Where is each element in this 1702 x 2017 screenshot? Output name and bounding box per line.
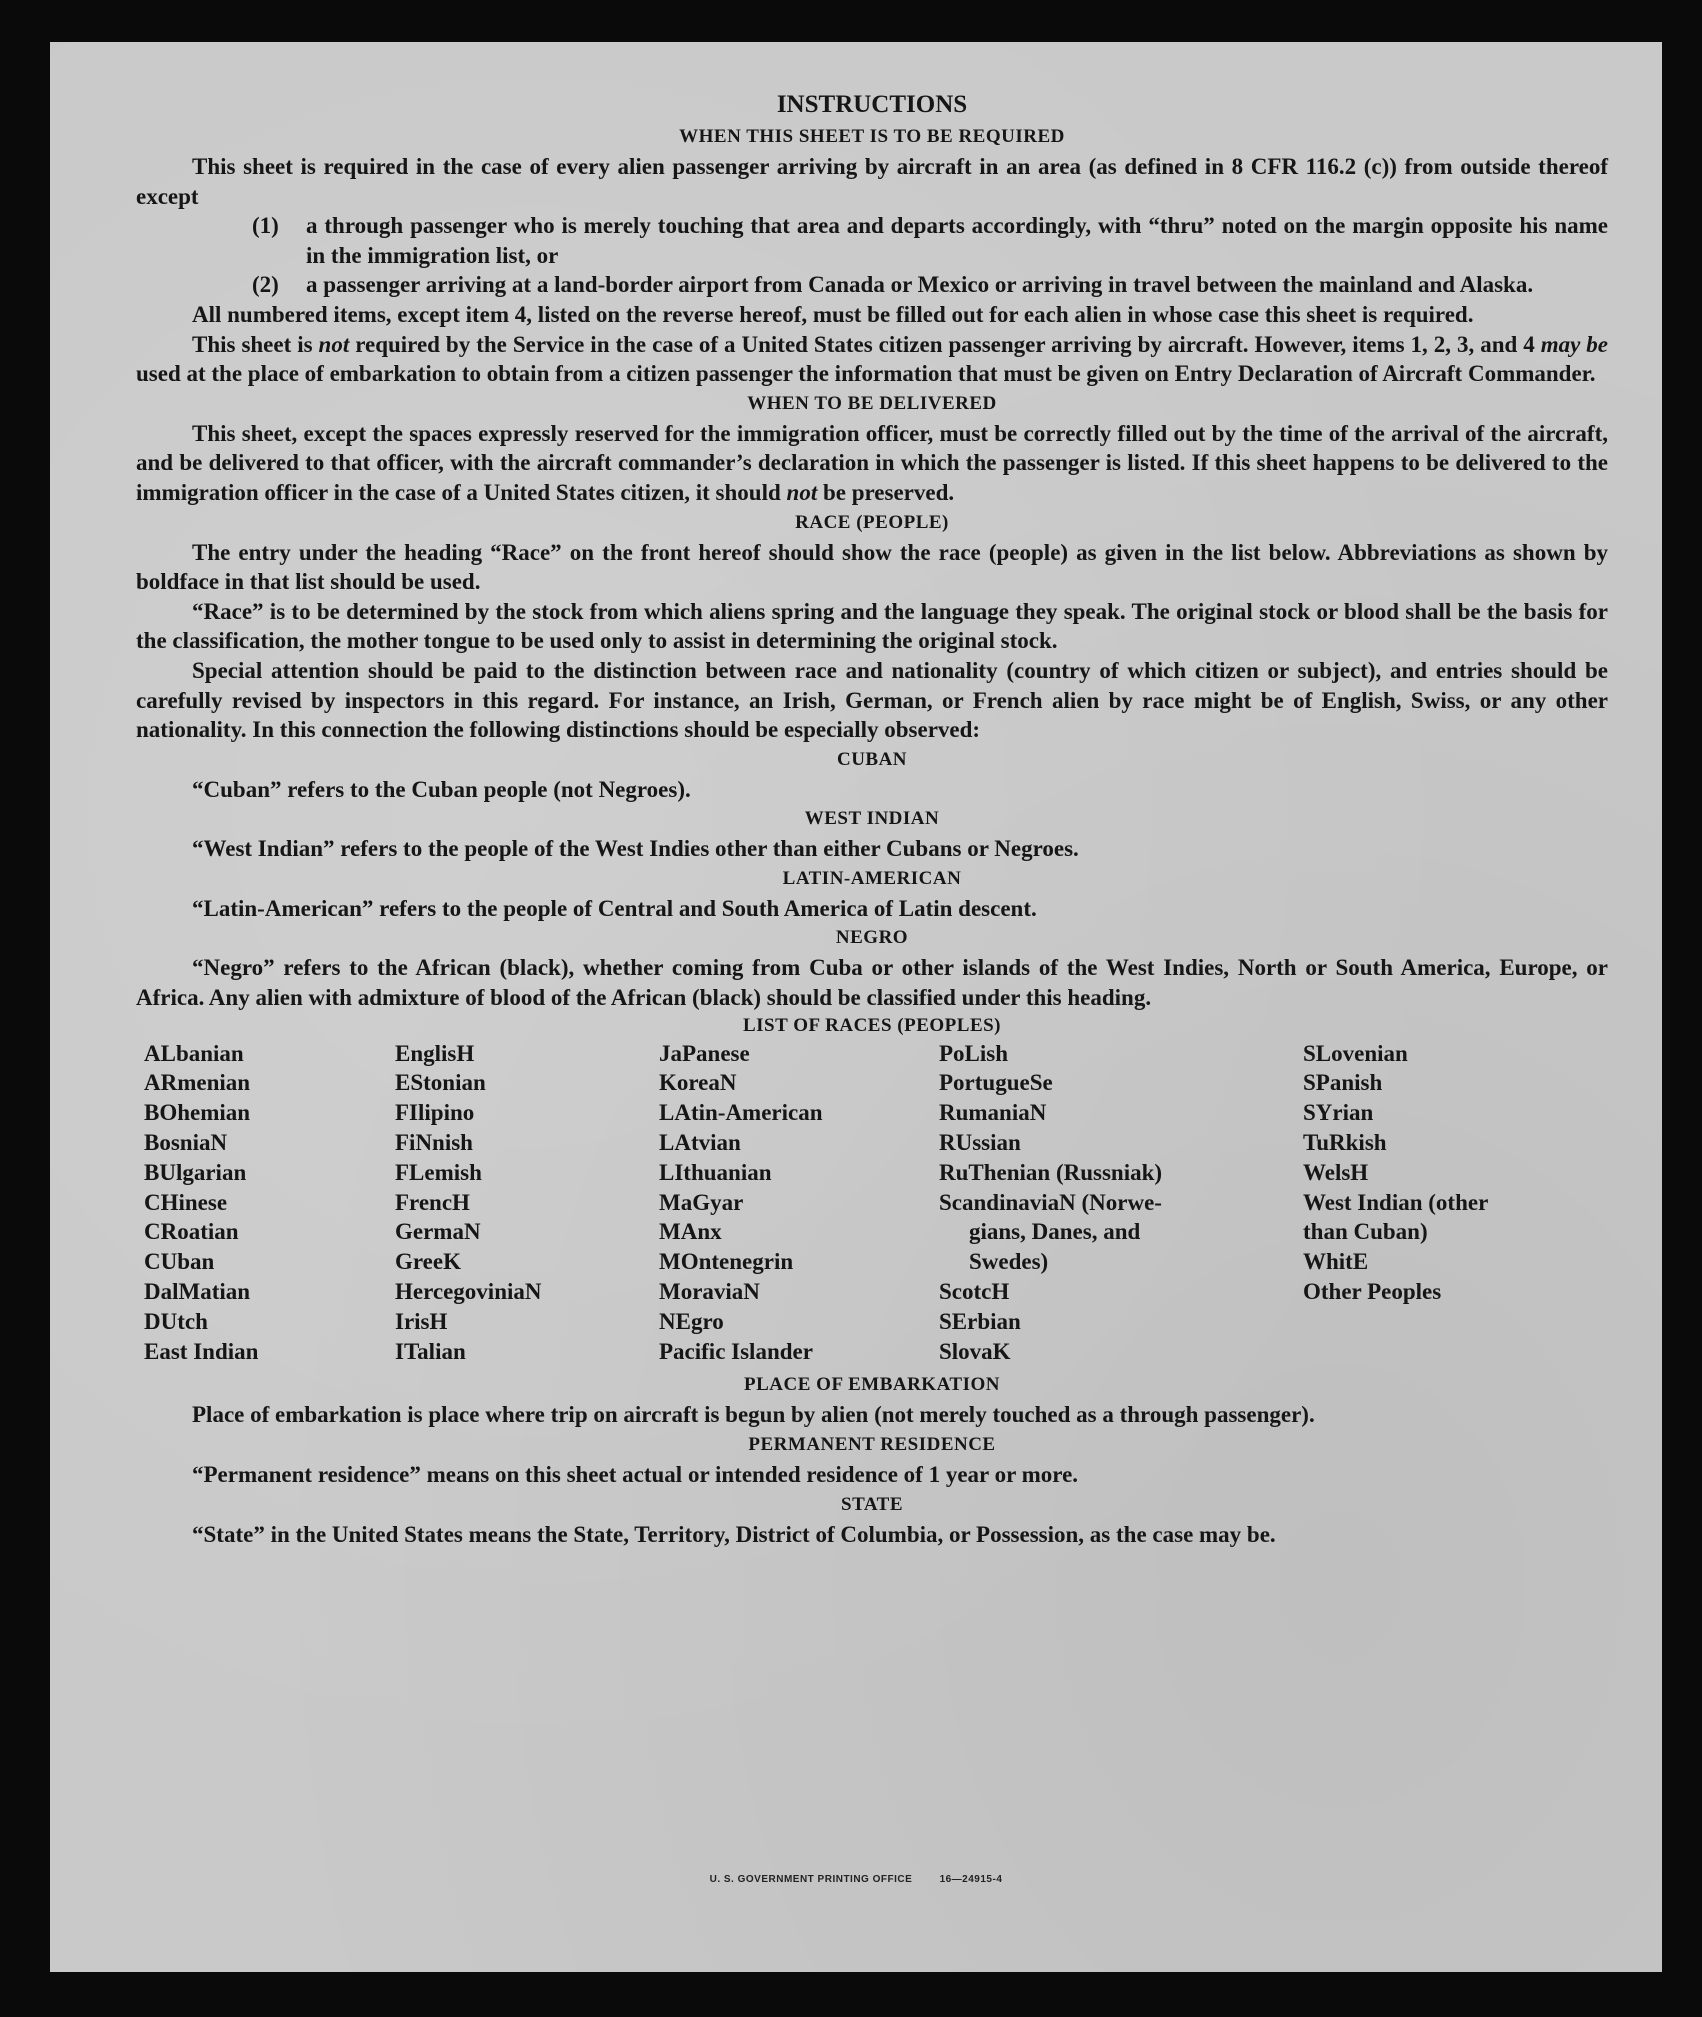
- race-entry: GermaN: [395, 1219, 481, 1245]
- races-column: [939, 1039, 1303, 1367]
- race-entry: Pacific Islander: [659, 1338, 813, 1364]
- race-entry: EStonian: [395, 1070, 486, 1096]
- paragraph: Place of embarkation is place where trip on aircraft is begun by alien (not merely touched as a through passenger).: [192, 1402, 1315, 1428]
- item-text: a passenger arriving at a land-border airport from Canada or Mexico or arriving in travel between the mainland and Alaska.: [306, 272, 1534, 298]
- race-entry: Other Peoples: [1303, 1279, 1442, 1305]
- heading-negro: NEGRO: [835, 927, 909, 949]
- heading-embarkation: PLACE OF EMBARKATION: [744, 1374, 1000, 1396]
- race-entry: East Indian: [144, 1338, 259, 1364]
- race-entry: PortugueSe: [939, 1070, 1053, 1096]
- race-entry: gians, Danes, and: [969, 1219, 1141, 1245]
- race-entry: HercegoviniaN: [395, 1279, 542, 1305]
- race-entry: IrisH: [395, 1308, 448, 1334]
- paragraph: “Permanent residence” means on this sheet actual or intended residence of 1 year or more.: [192, 1462, 1079, 1488]
- item-text: a through passenger who is merely touching that area and departs accordingly, with “thru” noted on the margin opposite his name in the immigration list, or: [306, 213, 1608, 268]
- heading-list-of-races: LIST OF RACES (PEOPLES): [742, 1014, 1002, 1036]
- race-entry: BosniaN: [144, 1130, 228, 1156]
- paragraph: “West Indian” refers to the people of the West Indies other than either Cubans or Negroes.: [192, 836, 1079, 862]
- race-entry: LIthuanian: [659, 1159, 772, 1185]
- paragraph: Special attention should be paid to the distinction between race and nationality (country of which citizen or subject), and entries should be carefully revised by inspectors in this regard. For instance, an Irish, German, or French alien by race might be of English, Swiss, or any other nationality. In this connection the following distinctions should be especially observed:: [136, 657, 1608, 743]
- heading-latin-american: LATIN-AMERICAN: [782, 867, 962, 889]
- race-entry: TuRkish: [1303, 1130, 1387, 1156]
- text: be preserved.: [817, 479, 955, 505]
- paragraph: The entry under the heading “Race” on the front hereof should show the race (people) as given in the list below. Abbreviations as shown by boldface in that list should be used.: [136, 539, 1608, 595]
- heading-when-delivered: WHEN TO BE DELIVERED: [747, 392, 997, 414]
- heading-west-indian: WEST INDIAN: [804, 808, 940, 830]
- race-entry: KoreaN: [659, 1070, 737, 1096]
- text: This sheet is: [192, 331, 319, 357]
- race-entry: LAtvian: [659, 1130, 741, 1156]
- races-column: [144, 1039, 395, 1367]
- race-entry: DUtch: [144, 1308, 208, 1334]
- paragraph: This sheet is required in the case of every alien passenger arriving by aircraft in an area (as defined in 8 CFR 116.2 (c)) from outside thereof except: [136, 154, 1608, 209]
- page-title: INSTRUCTIONS: [776, 91, 968, 118]
- exception-item: [252, 270, 1608, 300]
- paragraph: All numbered items, except item 4, listed on the reverse hereof, must be filled out for each alien in whose case this sheet is required.: [192, 301, 1474, 327]
- paragraph: “Latin-American” refers to the people of Central and South America of Latin descent.: [192, 895, 1037, 921]
- races-column: [1303, 1039, 1616, 1367]
- race-entry: ScandinaviaN (Norwe-: [939, 1189, 1162, 1215]
- race-entry: CHinese: [144, 1189, 228, 1215]
- race-entry: MAnx: [659, 1219, 722, 1245]
- printer-imprint: [50, 1874, 1662, 1885]
- italic-text: may be: [1540, 331, 1608, 357]
- race-entry: NEgro: [659, 1308, 724, 1334]
- race-entry: CRoatian: [144, 1219, 239, 1245]
- race-entry: BUlgarian: [144, 1159, 247, 1185]
- text: required by the Service in the case of a United States citizen passenger arriving by aircraft. However, items 1, 2, 3, and 4: [349, 331, 1541, 357]
- race-entry: FiNnish: [395, 1130, 473, 1156]
- race-entry: MoraviaN: [659, 1279, 760, 1305]
- instructions-text: [136, 88, 1608, 1549]
- race-entry: SYrian: [1303, 1100, 1374, 1126]
- race-entry: RumaniaN: [939, 1100, 1047, 1126]
- races-list: [144, 1039, 1608, 1367]
- heading-when-required: WHEN THIS SHEET IS TO BE REQUIRED: [679, 126, 1065, 147]
- item-number: (2): [252, 272, 279, 298]
- race-entry: FLemish: [395, 1159, 482, 1185]
- race-entry: than Cuban): [1303, 1219, 1428, 1245]
- race-entry: ScotcH: [939, 1279, 1010, 1305]
- races-column: [659, 1039, 939, 1367]
- exception-item: [252, 211, 1608, 270]
- race-entry: BOhemian: [144, 1100, 251, 1126]
- race-entry: MOntenegrin: [659, 1249, 794, 1275]
- paragraph: [136, 419, 1608, 508]
- document-page: [50, 42, 1662, 1972]
- race-entry: GreeK: [395, 1249, 461, 1275]
- item-number: (1): [252, 213, 279, 239]
- printer-name: U. S. GOVERNMENT PRINTING OFFICE: [709, 1874, 913, 1885]
- text: used at the place of embarkation to obtain from a citizen passenger the information that must be given on Entry Declaration of Aircraft Commander.: [136, 361, 1596, 387]
- race-entry: SPanish: [1303, 1070, 1383, 1096]
- race-entry: RuThenian (Russniak): [939, 1159, 1163, 1185]
- heading-cuban: CUBAN: [836, 748, 908, 770]
- italic-text: not: [318, 331, 350, 357]
- heading-race: RACE (PEOPLE): [795, 511, 949, 533]
- race-entry: CUban: [144, 1249, 215, 1275]
- race-entry: ITalian: [395, 1338, 466, 1364]
- race-entry: ALbanian: [144, 1040, 244, 1066]
- race-entry: JaPanese: [659, 1040, 750, 1066]
- race-entry: MaGyar: [659, 1189, 744, 1215]
- race-entry: SErbian: [939, 1308, 1021, 1334]
- text: This sheet, except the spaces expressly reserved for the immigration officer, must be correctly filled out by the time of the arrival of the aircraft, and be delivered to that officer, with the aircraft commander’s declaration in which the passenger is listed. If this sheet happens to be delivered to the immigration officer in the case of a United States citizen, it should: [136, 420, 1608, 505]
- paragraph: [136, 330, 1608, 389]
- race-entry: FrencH: [395, 1189, 470, 1215]
- italic-text: not: [786, 479, 818, 505]
- paragraph: “Race” is to be determined by the stock from which aliens spring and the language they speak. The original stock or blood shall be the basis for the classification, the mother tongue to be used only to assist in determining the original stock.: [136, 598, 1608, 654]
- race-entry: SlovaK: [939, 1338, 1011, 1364]
- race-entry: Swedes): [969, 1249, 1049, 1275]
- heading-state: STATE: [841, 1493, 903, 1515]
- race-entry: SLovenian: [1303, 1040, 1408, 1066]
- race-entry: West Indian (other: [1303, 1189, 1489, 1215]
- paragraph: “State” in the United States means the State, Territory, District of Columbia, or Possession, as the case may be.: [192, 1521, 1276, 1547]
- paragraph: “Cuban” refers to the Cuban people (not Negroes).: [192, 776, 691, 802]
- race-entry: WelsH: [1303, 1159, 1369, 1185]
- paragraph: “Negro” refers to the African (black), whether coming from Cuba or other islands of the West Indies, North or South America, Europe, or Africa. Any alien with admixture of blood of the African (black) should be classified under this heading.: [136, 955, 1608, 1011]
- race-entry: PoLish: [939, 1040, 1009, 1066]
- heading-permanent-residence: PERMANENT RESIDENCE: [748, 1434, 996, 1456]
- race-entry: FIlipino: [395, 1100, 475, 1126]
- race-entry: LAtin-American: [659, 1100, 823, 1126]
- race-entry: WhitE: [1303, 1249, 1369, 1275]
- form-code: 16—24915-4: [939, 1874, 1003, 1885]
- race-entry: EnglisH: [395, 1040, 475, 1066]
- race-entry: DalMatian: [144, 1279, 251, 1305]
- races-column: [395, 1039, 659, 1367]
- race-entry: ARmenian: [144, 1070, 251, 1096]
- race-entry: RUssian: [939, 1130, 1021, 1156]
